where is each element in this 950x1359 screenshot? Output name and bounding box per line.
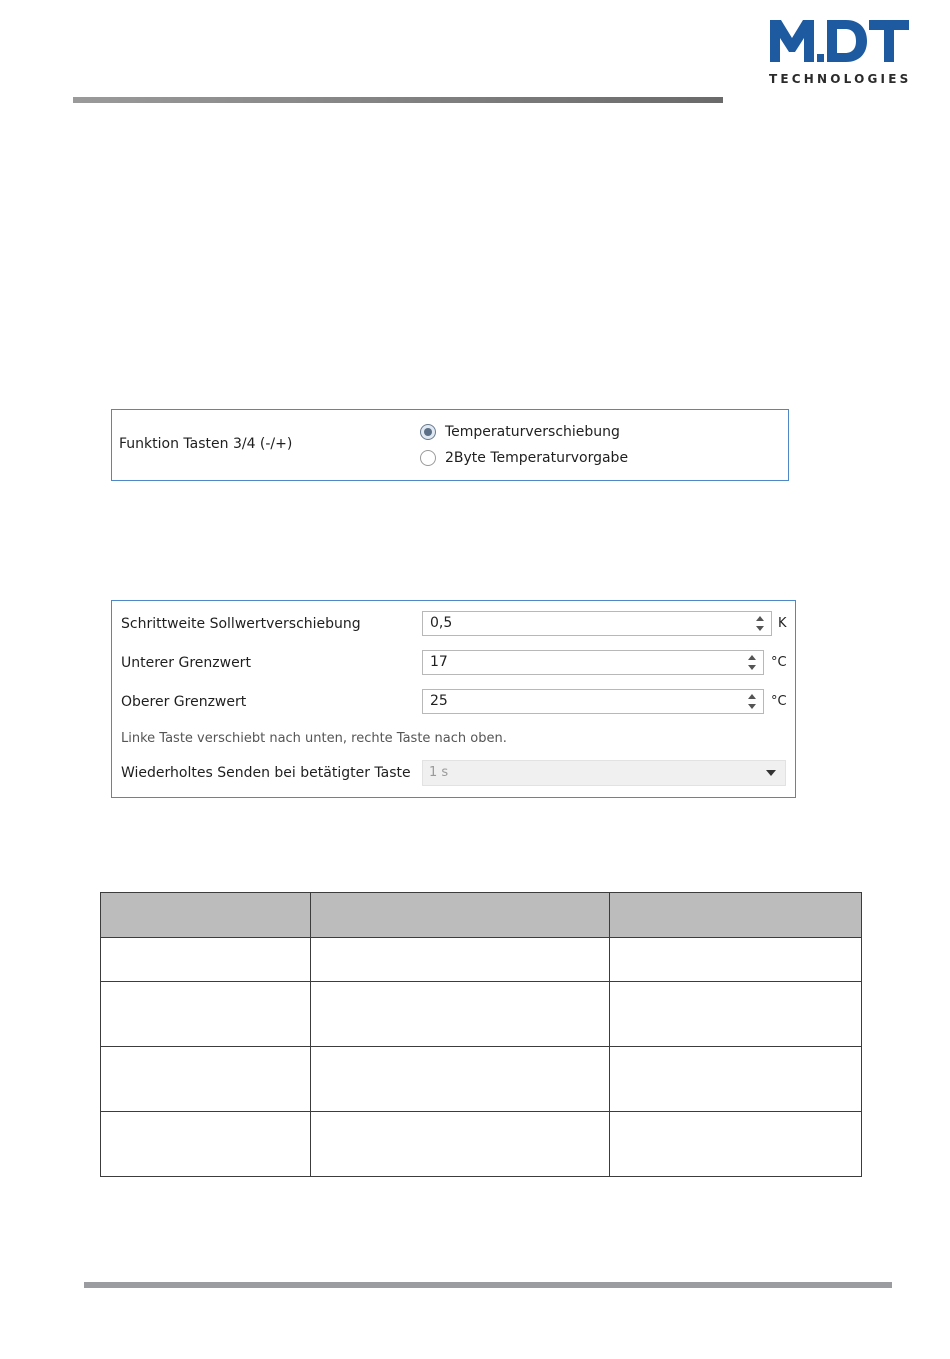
- lower-limit-spinner[interactable]: [422, 650, 764, 675]
- spinner-arrows-icon[interactable]: [747, 653, 757, 672]
- step-width-label: Schrittweite Sollwertverschiebung: [121, 616, 361, 632]
- spinner-arrows-icon[interactable]: [755, 614, 765, 633]
- table-header-row: [101, 893, 862, 938]
- step-width-spinner[interactable]: [422, 611, 772, 636]
- option-label: Temperaturverschiebung: [445, 424, 620, 440]
- option-temperaturverschiebung[interactable]: [420, 421, 620, 443]
- table-cell: [101, 938, 311, 982]
- function-label: Funktion Tasten 3/4 (-/+): [119, 436, 293, 452]
- table-header-cell: [610, 893, 862, 938]
- dropdown-caret-icon[interactable]: [766, 770, 776, 776]
- table-cell: [610, 1047, 862, 1112]
- upper-limit-value: 25: [430, 693, 448, 709]
- table-cell: [311, 1047, 610, 1112]
- table-row: [101, 1112, 862, 1177]
- step-width-unit: K: [778, 616, 787, 631]
- radio-checked-icon[interactable]: [420, 424, 436, 440]
- lower-limit-unit: °C: [771, 655, 787, 670]
- table-header-cell: [311, 893, 610, 938]
- table-cell: [311, 1112, 610, 1177]
- table-cell: [101, 1047, 311, 1112]
- table-cell: [311, 982, 610, 1047]
- table-cell: [610, 982, 862, 1047]
- repeat-send-select[interactable]: [422, 760, 786, 786]
- table-cell: [101, 1112, 311, 1177]
- upper-limit-label: Oberer Grenzwert: [121, 694, 247, 710]
- lower-limit-value: 17: [430, 654, 448, 670]
- company-logo: [768, 16, 912, 92]
- step-width-value: 0,5: [430, 615, 453, 631]
- direction-hint: Linke Taste verschiebt nach unten, rechte Taste nach oben.: [121, 731, 507, 746]
- upper-limit-spinner[interactable]: [422, 689, 764, 714]
- function-panel: [111, 409, 789, 481]
- table-row: [101, 1047, 862, 1112]
- spinner-arrows-icon[interactable]: [747, 692, 757, 711]
- table-cell: [610, 938, 862, 982]
- mdt-logo-mark: [768, 16, 910, 64]
- header-divider: [73, 97, 723, 103]
- logo-subtitle: TECHNOLOGIES: [769, 72, 912, 86]
- option-2byte-temperaturvorgabe[interactable]: [420, 447, 628, 469]
- table-cell: [610, 1112, 862, 1177]
- table-cell: [101, 982, 311, 1047]
- settings-panel: [111, 600, 796, 798]
- table-header-cell: [101, 893, 311, 938]
- table-cell: [311, 938, 610, 982]
- table-row: [101, 982, 862, 1047]
- object-table: [100, 892, 862, 1177]
- radio-unchecked-icon[interactable]: [420, 450, 436, 466]
- upper-limit-unit: °C: [771, 694, 787, 709]
- repeat-send-value: 1 s: [429, 765, 449, 780]
- option-label: 2Byte Temperaturvorgabe: [445, 450, 629, 466]
- lower-limit-label: Unterer Grenzwert: [121, 655, 251, 671]
- footer-divider: [84, 1282, 892, 1288]
- repeat-send-label: Wiederholtes Senden bei betätigter Taste: [121, 765, 411, 781]
- table-row: [101, 938, 862, 982]
